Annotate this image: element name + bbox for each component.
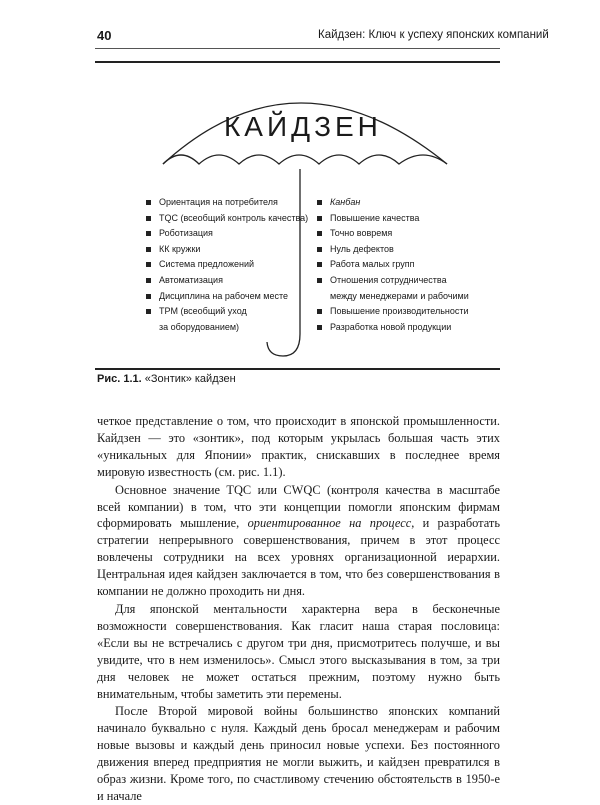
running-header-title: Кайдзен: Ключ к успеху японских компаний [318, 29, 549, 41]
figure-caption-label: Рис. 1.1. [97, 373, 142, 385]
list-item: TPM (всеобщий уход [146, 304, 336, 320]
figure-caption-text: «Зонтик» кайдзен [144, 373, 236, 385]
list-item: КК кружки [146, 242, 336, 258]
paragraph-2-part-a: Основное значение TQC или CWQC (контроля качества в масштабе всей компании) в том, что эти концепции помогли японским фирмам сформировать мышление, [97, 482, 500, 531]
list-item: Работа малых групп [317, 257, 507, 273]
list-item: Разработка новой продукции [317, 320, 507, 336]
list-item-continuation: между менеджерами и рабочими [330, 290, 469, 301]
paragraph-1: четкое представление о том, что происходит в японской промышленности. Кайдзен — это «зонтик», под которым укрылась большая часть этих «уникальных для Японии» практик, снискавших в последнее время мировую известность (см. рис. 1.1). [97, 414, 500, 479]
paragraph-2 [97, 482, 500, 600]
list-item: Нуль дефектов [317, 242, 507, 258]
figure-caption [97, 373, 236, 385]
header-divider [95, 48, 500, 49]
umbrella-handle [267, 334, 300, 356]
list-item: Ориентация на потребителя [146, 195, 336, 211]
list-item-continuation: за оборудованием) [159, 321, 240, 332]
body-text [97, 413, 500, 805]
umbrella-scalloped-edge [163, 155, 447, 164]
umbrella-right-list [317, 195, 507, 335]
list-item: Дисциплина на рабочем месте [146, 289, 336, 305]
page-number: 40 [97, 28, 112, 43]
umbrella-title: КАЙДЗЕН [224, 111, 382, 142]
list-item: Система предложений [146, 257, 336, 273]
paragraph-2-emphasis: ориентированное на процесс [247, 516, 412, 531]
list-item: Точно вовремя [317, 226, 507, 242]
list-item: Автоматизация [146, 273, 336, 289]
paragraph-3: Для японской ментальности характерна вера в бесконечные возможности совершенствования. Как гласит наша старая пословица: «Если вы не встречались с другом три дня, присмотритесь получше, и вы увидите, что в нем изменилось». Смысл этого высказывания в том, за три дня человек не может остаться прежним, поэтому нужно быть внимательным, чтобы заметить эти перемены. [97, 601, 500, 701]
list-item: Повышение производительности [317, 304, 507, 320]
paragraph-4: После Второй мировой войны большинство японских компаний начинало буквально с нуля. Каждый день бросал менеджерам и рабочим новые вызовы и каждый день приносил новые успехи. Без постоянного движения вперед предприятия не могли выжить, и кайдзен превратился в образ жизни. Кроме того, по счастливому стечению обстоятельств в 1950-е и начале [97, 704, 500, 803]
list-item: TQC (всеобщий контроль качества) [146, 211, 336, 227]
list-item: Отношения сотрудничества [317, 273, 507, 289]
umbrella-left-list [146, 195, 336, 335]
figure-bottom-rule [95, 368, 500, 370]
list-item: Канбан [317, 195, 507, 211]
list-item: Роботизация [146, 226, 336, 242]
paragraph-2-part-b: , и разработать стратегии непрерывного совершенствования, причем в этот процесс вовлечены сотрудники на всех уровнях организационной иерархии. Центральная идея кайдзен заключается в том, что без совершенствования в компании не должно проходить ни дня. [97, 516, 500, 599]
list-item: Повышение качества [317, 211, 507, 227]
